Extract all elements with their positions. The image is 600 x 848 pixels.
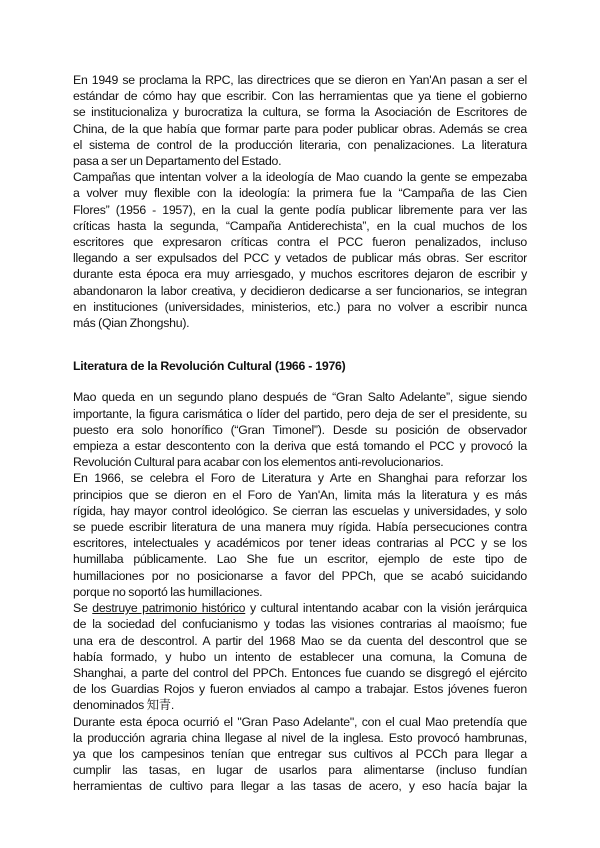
text-line: llegando a ser expulsados del PCC y vetados de publicar más obras. Ser escritor xyxy=(73,251,527,266)
section-cultural-revolution xyxy=(73,389,527,794)
text-line: en instituciones (universidades, ministerios, etc.) para no volver a escribir nunca xyxy=(73,299,527,314)
text-line: estándar de cómo hay que escribir. Con las herramientas que ya tiene el gobierno xyxy=(73,89,527,104)
text-line: denominados 知青. xyxy=(73,698,175,713)
text-line: abandonaron la labor creativa, y decidieron dedicarse a ser funcionarios, se integran xyxy=(73,283,527,298)
document-page xyxy=(73,72,527,795)
text-line: pasa a ser un Departamento del Estado. xyxy=(73,154,282,169)
text-line: había formado, y hubo un intento de establecer una comuna, la Comuna de xyxy=(73,649,527,664)
text-line: más (Qian Zhongshu). xyxy=(73,316,190,331)
text-line: cumplir las tasas, en lugar de usarlos para alimentarse (incluso fundían xyxy=(73,763,527,778)
text-segment: y cultural intentando acabar con la visión jerárquica xyxy=(245,601,527,616)
text-line: Shanghai, a parte del control del PPCh. Entonces fue cuando se disgregó el ejército xyxy=(73,665,527,680)
text-line: una era de descontrol. A partir del 1968 Mao se da cuenta del descontrol que se xyxy=(73,633,527,648)
section-rpc xyxy=(73,72,527,331)
paragraph xyxy=(73,714,527,795)
underlined-phrase: destruye patrimonio histórico xyxy=(92,601,246,616)
paragraph xyxy=(73,600,527,713)
text-line: Revolución Cultural para acabar con los elementos anti-revolucionarios. xyxy=(73,455,444,470)
text-line: humillaciones por no posicionarse a favor del PPCh, que se acabó suicidando xyxy=(73,568,527,583)
text-line: escritores que expresaron críticas contra el PCC fueron penalizados, incluso xyxy=(73,235,527,250)
text-line: Durante esta época ocurrió el "Gran Paso Adelante", con el cual Mao pretendía que xyxy=(73,714,527,729)
text-line: durante esta época era muy arriesgado, y muchos escritores dejaron de escribir y xyxy=(73,267,527,282)
text-line: porque no soportó las humillaciones. xyxy=(73,584,263,599)
text-line: de la sociedad del confucianismo y todas las visiones contrarias al maoísmo; fue xyxy=(73,617,527,632)
text-line xyxy=(73,600,527,616)
text-line: humillaba públicamente. Lao She fue un escritor, ejemplo de este tipo de xyxy=(73,552,527,567)
paragraph xyxy=(73,470,527,600)
text-line: empieza a estar descontento con la deriva que está tomando el PCC y provocó la xyxy=(73,439,527,454)
text-line: Campañas que intentan volver a la ideología de Mao cuando la gente se empezaba xyxy=(73,170,527,185)
text-line: rígida, hay mayor control ideológico. Se cierran las escuelas y universidades, y solo xyxy=(73,503,527,518)
text-segment: Se xyxy=(73,601,93,616)
text-line: Flores” (1956 - 1957), en la cual la gente podía publicar libremente para ver las xyxy=(73,202,527,217)
text-line: se institucionaliza y burocratiza la cultura, se forma la Asociación de Escritores de xyxy=(73,105,527,120)
text-line: puesto era solo honorífico (“Gran Timonel”). Desde su posición de observador xyxy=(73,422,527,437)
text-line: críticas hasta la segunda, “Campaña Antiderechista”, en la cual muchos de los xyxy=(73,218,527,233)
paragraph xyxy=(73,169,527,331)
text-line: se puede escribir literatura de una manera muy rígida. Había persecuciones contra xyxy=(73,520,527,535)
section-heading: Literatura de la Revolución Cultural (1966 - 1976) xyxy=(73,359,346,374)
text-line: de los Guardias Rojos y fueron enviados al campo a trabajar. Estos jóvenes fueron xyxy=(73,682,527,697)
text-line: En 1966, se celebra el Foro de Literatura y Arte en Shanghai para reforzar los xyxy=(73,471,527,486)
text-line: escritores, intelectuales y académicos por tener ideas contrarias al PCC y se los xyxy=(73,536,527,551)
text-line: ya que los campesinos tenían que entregar sus cultivos al PCCh para llegar a xyxy=(73,746,527,761)
paragraph xyxy=(73,72,527,169)
text-line: el sistema de control de la producción literaria, con penalizaciones. La literatura xyxy=(73,137,527,152)
text-line: la producción agraria china llegase al nivel de la inglesa. Esto provocó hambrunas, xyxy=(73,730,527,745)
text-line: China, de la que había que formar parte para poder publicar obras. Además se crea xyxy=(73,121,527,136)
text-line: Mao queda en un segundo plano después de “Gran Salto Adelante”, sigue siendo xyxy=(73,390,527,405)
text-line: herramientas de cultivo para llegar a las tasas de acero, y eso hacía bajar la xyxy=(73,779,527,794)
text-line: En 1949 se proclama la RPC, las directrices que se dieron en Yan'An pasan a ser el xyxy=(73,73,527,87)
text-line: principios que se dieron en el Foro de Yan'An, limita más la literatura y es más xyxy=(73,487,527,502)
text-line: importante, la figura carismática o líder del partido, pero deja de ser el presidente, su xyxy=(73,406,527,421)
paragraph xyxy=(73,389,527,470)
text-line: a volver muy flexible con la ideología: la primera fue la “Campaña de las Cien xyxy=(73,186,527,201)
